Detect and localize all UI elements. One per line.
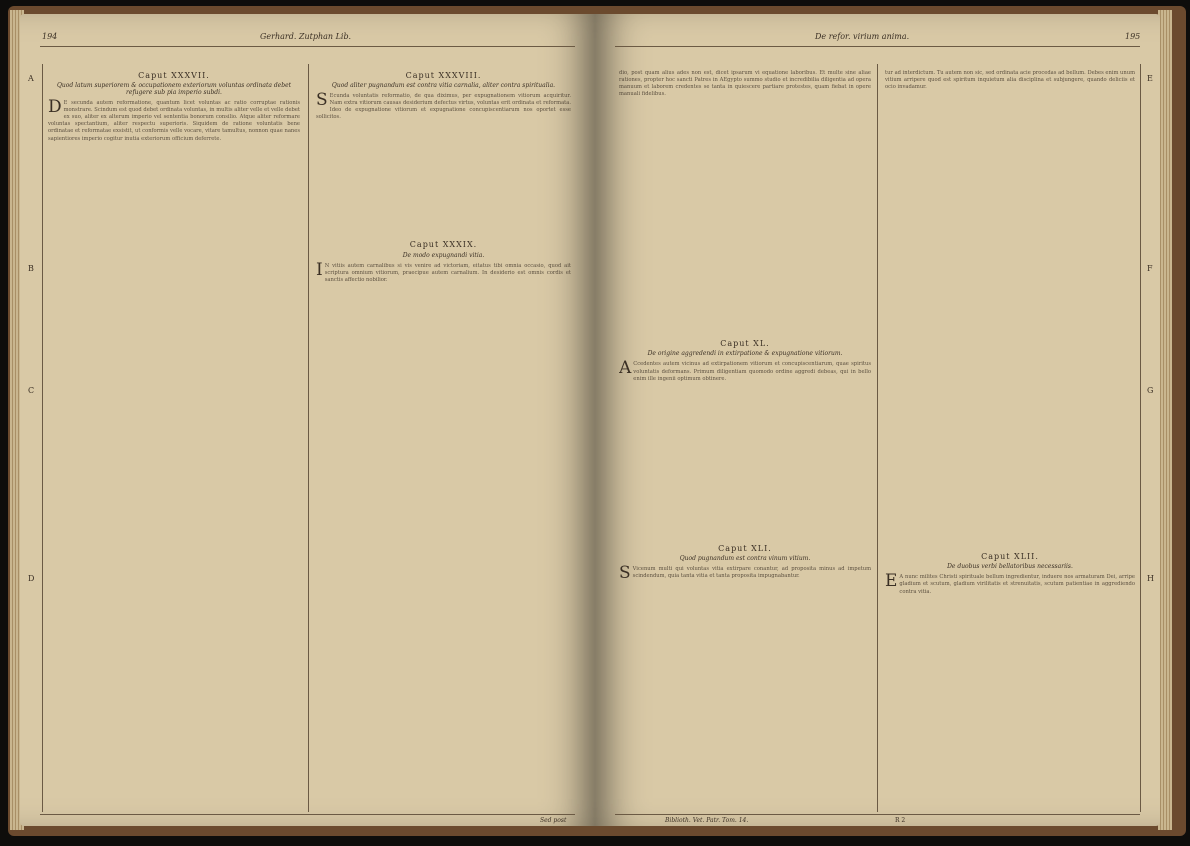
chapter-subtitle: Quod latum superiorem & occupationem exteriorum voluntas ordinata debet refugere sub pia imperio subdi. [56,82,292,97]
drop-initial: E [885,571,898,592]
chapter-title: Caput XLI. [718,543,772,553]
chapter-text: Ccedentes autem vicinus ad extirpationem vitiorum et concupiscentiarum, quae spiritus voluntatis deformans. Primum diligentiam quomodo ordine aggredi debeas, qui in bello enim ille ingenii optimum obtinere. [633,361,871,382]
right-column-1 [619,70,871,810]
right-running-head: De refor. virium anima. [815,32,910,41]
chapter-title: Caput XL. [720,339,770,349]
right-column-2 [885,70,1135,810]
chapter-subtitle: De origine aggredendi in extirpatione & expugnatione vitiorum. [647,350,843,358]
chapter-title: Caput XXXVII. [138,71,210,80]
chapter-subtitle: De modo expugnandi vitia. [402,251,485,259]
left-column-divider [308,64,309,812]
chapter-text: A nunc milites Christi spirituale bellum ingredientur, induere nos armaturam Dei, arripe gladium et scutum, gladium virilitatis et strenuitatis, scutum patientiae in aggrediendo contra vitia. [899,574,1135,595]
chapter-subtitle: Quod aliter pugnandum est contra vitia carnalia, aliter contra spiritualia. [331,82,556,90]
left-page-number: 194 [42,32,58,41]
drop-initial: S [619,562,631,583]
chapter-text: N vitiis autem carnalibus si vis venire ad victoriam, eitatus tibi omnia occasio, quod ait scriptura omnium vitiorum, praecipue autem carnalium. In desiderio est omnis cordis et sanctis affectio nobilior. [324,262,571,283]
right-header-rule [615,46,1140,47]
left-column-1 [48,70,300,810]
right-page-number: 195 [1125,32,1141,41]
left-margin-letter-b: B [28,264,34,273]
right-footer-rule [615,814,1140,815]
chapter-subtitle: Quod pugnandum est contra vinum vitium. [679,554,811,562]
chapter-title: Caput XXXIX. [409,240,478,250]
chapter-text: dio, post quam alius ades non est, dicet ipsarum vi equatione laboribus. Et multe sine aliae rationes, propter hoc sancti Patres in AEgypto summo studio et incredibilia diligentia ad opera manuum et laborem credentes se tanta in quiescere partiare protestes, quam fiebat in opere manuali fidelibus. [619,70,871,98]
chapter-text: Vicenum multi qui voluntas vitia extirpare conantur, ad proposita minus ad impetum scindendum, quia tanta vitia et tanta proposita impugnabantur. [632,565,871,579]
right-outer-rule [1140,64,1141,812]
chapter-title: Caput XXXVIII. [405,71,482,80]
drop-initial: D [48,97,62,118]
chapter-text: Ecunda voluntatis reformatio, de qua diximus, per expugnationem vitiorum acquiritur. Nam extra vitiorum causas desiderium defectus virtus, voluntas erit ordinata et reformata. Ideo de expugnatione vitiorum et expugnatione concupiscentiarum nos oportet esse sollicitos. [316,93,571,121]
drop-initial: S [316,90,328,111]
left-margin-letter-a: A [28,74,34,83]
right-footer-signature: Biblioth. Vet. Patr. Tom. 14. [665,817,749,824]
chapter-text: tur ad interdictum. Tu autem non sic, sed ordinata acie procedas ad bellum. Debes enim unum vitium arripere quod est spiritum inquietum alia disciplina et subjungere, quando deliciis et ocio invadamur. [885,70,1135,91]
right-margin-letter-g: G [1147,386,1154,395]
left-margin-letter-c: C [28,386,35,395]
right-signature-mark: R 2 [895,817,906,824]
chapter-subtitle: De duobus verbi bellatoribus necessariis. [947,563,1073,571]
right-page [595,14,1160,826]
left-margin-letter-d: D [28,574,35,583]
left-header-rule [40,46,575,47]
right-column-divider [877,64,878,812]
left-catchword: Sed post [540,817,567,824]
left-running-head: Gerhard. Zutphan Lib. [260,32,352,41]
drop-initial: I [316,259,323,280]
chapter-text: E secunda autem reformatione, quantum licet voluntas ac ratio corruptae rationis monstrare. Scindum est quod debet ordinata voluntas, in multis aliter velle et velle debet ex suo, aliter ex alterum imperio vel sententia bonorum consilio. Atque aliter reformare voluntas spectantium, aliter respectu superioris. Siquidem de ratione voluntatis bene ordinatae et reformatae exsistit, ut conformis velle vocare, vitare tamultus, nonnon quae nanes sapientiores imperio cogitur inutia exteriorum officium deferrete. [48,100,300,142]
right-margin-letter-h: H [1147,574,1154,583]
left-column-2 [316,70,571,810]
page-edges-right [1158,10,1172,830]
left-footer-rule [40,814,575,815]
drop-initial: A [619,358,632,379]
right-margin-letter-f: F [1147,264,1153,273]
left-page [20,14,595,826]
chapter-title: Caput XLII. [981,552,1039,562]
left-outer-rule [42,64,43,812]
right-margin-letter-e: E [1147,74,1153,83]
